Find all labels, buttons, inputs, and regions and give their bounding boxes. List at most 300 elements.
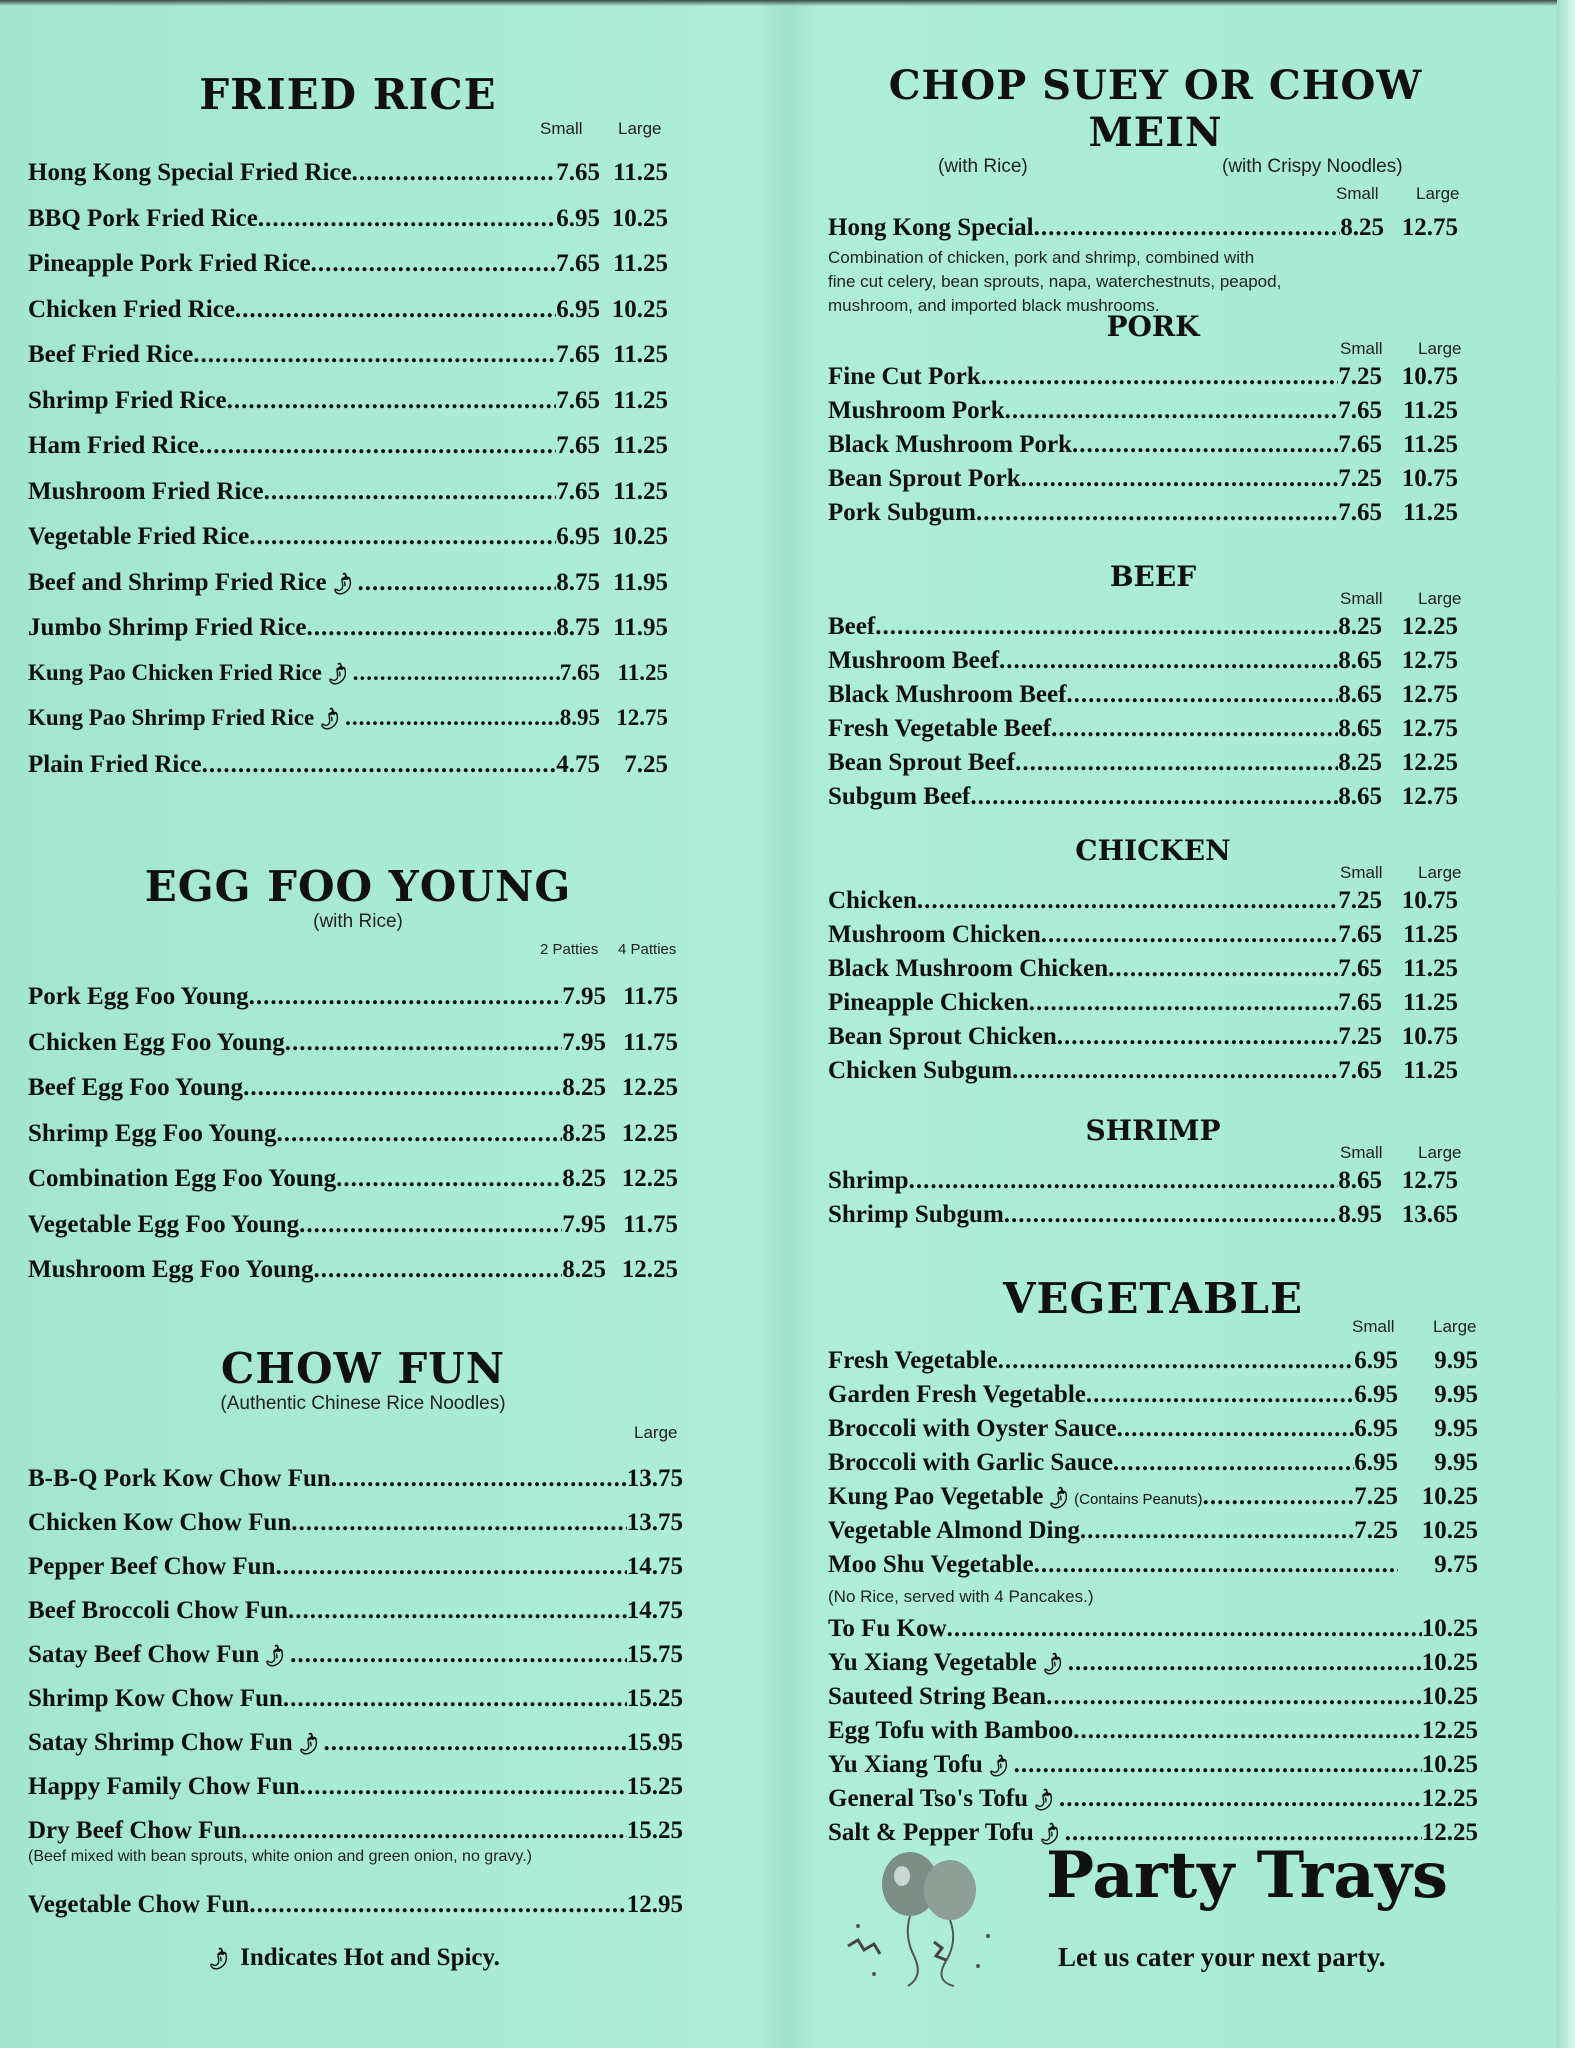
menu-item [828, 955, 1458, 989]
chop-suey-section [828, 62, 1483, 318]
item-name: Beef Egg Foo Young [28, 1074, 244, 1101]
vegetable-section [828, 1274, 1483, 1853]
price-large: 12.75 [1401, 647, 1458, 674]
price-small: 8.25 [562, 1074, 606, 1101]
chili-pepper-icon: 🌶 [259, 1642, 290, 1670]
col-small-label: Small [1336, 184, 1379, 203]
price-large: 12.25 [1401, 749, 1458, 776]
menu-item [28, 250, 668, 296]
item-description: (Beef mixed with bean sprouts, white onion and green onion, no gravy.) [28, 1848, 532, 1865]
menu-item [28, 1729, 683, 1773]
section-note: (Authentic Chinese Rice Noodles) [220, 1393, 506, 1414]
item-name: To Fu Kow [828, 1615, 947, 1642]
pork-list [828, 363, 1483, 533]
menu-item [828, 1201, 1458, 1235]
menu-item [28, 1817, 683, 1844]
price-large: 11.95 [613, 568, 668, 596]
item-name: BBQ Pork Fried Rice [28, 204, 258, 232]
price-large: 12.75 [1401, 783, 1458, 810]
item-name: Satay Shrimp Chow Fun [28, 1729, 293, 1756]
chili-pepper-icon: 🌶 [983, 1752, 1013, 1780]
price-large: 12.75 [1401, 681, 1458, 708]
menu-item [28, 1120, 678, 1166]
col-small-label: Small [540, 119, 583, 138]
price-large: 11.25 [613, 432, 668, 459]
price-large: 10.25 [611, 295, 668, 323]
price-large: 11.25 [613, 250, 668, 277]
item-name: Vegetable Fried Rice [28, 523, 250, 550]
price-small: 7.65 [556, 250, 600, 277]
menu-item [28, 296, 668, 342]
price-large: 12.75 [1401, 214, 1458, 241]
price-large: 10.25 [1421, 1483, 1478, 1510]
item-name: Pork Subgum [828, 499, 976, 526]
price-small: 7.25 [1338, 363, 1382, 390]
price-small: 6.95 [556, 295, 600, 323]
item-name: Dry Beef Chow Fun [28, 1817, 242, 1844]
price-large: 11.75 [623, 1210, 678, 1238]
price-small: 8.65 [1338, 647, 1382, 674]
item-name: Pepper Beef Chow Fun [28, 1553, 276, 1580]
item-name: Fine Cut Pork [828, 363, 981, 390]
col-small-label: Small [1340, 1143, 1383, 1162]
price-header [828, 1317, 1478, 1341]
price-small: 6.95 [556, 204, 600, 232]
item-name: Black Mushroom Beef [828, 681, 1067, 708]
price: 14.75 [626, 1553, 683, 1580]
item-name: Chicken Egg Foo Young [28, 1028, 285, 1056]
spicy-legend [203, 1944, 500, 1972]
price: 14.75 [626, 1597, 683, 1624]
menu-item [28, 1465, 683, 1509]
price-small: 7.65 [556, 477, 600, 505]
menu-item [28, 1773, 683, 1817]
menu-item [28, 1165, 678, 1211]
price-small: 4.75 [556, 750, 600, 778]
legend-text: Indicates Hot and Spicy. [240, 1944, 500, 1971]
item-name: Beef Broccoli Chow Fun [28, 1597, 288, 1624]
price-small: 7.25 [1354, 1517, 1398, 1544]
price-small: 7.65 [556, 341, 600, 368]
price-large: 9.95 [1434, 1449, 1478, 1476]
section-title: CHOW FUN [220, 1344, 506, 1393]
col-large-label: Large [1418, 589, 1462, 608]
beef-section [828, 560, 1483, 817]
price-small: 8.95 [559, 705, 600, 730]
section-title: CHICKEN [1075, 834, 1231, 867]
price-large: 11.25 [1403, 1057, 1458, 1084]
item-note: (Contains Peanuts) [1074, 1491, 1203, 1508]
price-small: 6.95 [556, 523, 600, 550]
egg-foo-young-list [28, 983, 688, 1302]
menu-item [828, 1649, 1478, 1683]
menu-item [28, 478, 668, 524]
fried-rice-section [28, 70, 688, 796]
price-header [828, 339, 1478, 363]
chili-pepper-icon: 🌶 [322, 659, 352, 688]
item-name: Shrimp Subgum [828, 1201, 1004, 1228]
menu-item [828, 397, 1458, 431]
menu-item [28, 1509, 683, 1553]
menu-item [828, 989, 1458, 1023]
price-small: 7.65 [1338, 1057, 1382, 1084]
price-small: 6.95 [1354, 1347, 1398, 1374]
party-trays-title: Party Trays [1046, 1838, 1448, 1913]
balloons-icon [838, 1846, 998, 1996]
menu-item [828, 431, 1458, 465]
price-header [828, 184, 1483, 208]
item-name: Egg Tofu with Bamboo [828, 1717, 1074, 1744]
menu-item [828, 1023, 1458, 1057]
price-small: 7.25 [1354, 1483, 1398, 1510]
menu-item [28, 1597, 683, 1641]
item-name: Salt & Pepper Tofu [828, 1819, 1034, 1846]
price-large: 13.65 [1401, 1201, 1458, 1228]
item-name: Vegetable Chow Fun [28, 1891, 250, 1918]
note-with-rice: (with Rice) [938, 156, 1028, 177]
item-name: Chicken Fried Rice [28, 295, 235, 323]
item-name: Beef and Shrimp Fried Rice [28, 568, 327, 596]
chili-pepper-icon: 🌶 [1028, 1786, 1058, 1814]
col-large-label: Large [1418, 1143, 1462, 1162]
menu-item [828, 1347, 1478, 1381]
col-large-label: 4 Patties [618, 941, 677, 958]
menu-item [28, 1641, 683, 1685]
price: 15.25 [626, 1685, 683, 1712]
price-large: 12.25 [621, 1256, 678, 1283]
price-small: 8.95 [1338, 1201, 1382, 1228]
price-large: 10.75 [1401, 465, 1458, 492]
item-name: Chicken Kow Chow Fun [28, 1509, 292, 1536]
item-name: Mushroom Fried Rice [28, 477, 264, 505]
menu-item [28, 1074, 678, 1120]
menu-item [828, 363, 1458, 397]
price: 12.25 [1421, 1819, 1478, 1846]
price-large: 10.25 [611, 204, 668, 232]
menu-item [28, 751, 668, 797]
item-name: Fresh Vegetable [828, 1347, 998, 1374]
price-small: 7.65 [556, 432, 600, 459]
price-small: 8.65 [1338, 681, 1382, 708]
menu-item [28, 523, 668, 569]
price: 12.25 [1421, 1717, 1478, 1744]
price-large: 12.25 [621, 1165, 678, 1192]
price: 15.75 [626, 1641, 683, 1668]
menu-item [828, 749, 1458, 783]
fried-rice-list [28, 159, 688, 796]
section-title: CHOP SUEY OR CHOW MEIN [888, 62, 1423, 156]
item-name: Mushroom Chicken [828, 921, 1041, 948]
price-small: 7.65 [559, 659, 600, 685]
pork-section [828, 310, 1483, 533]
price-large: 11.25 [1403, 955, 1458, 982]
item-name: Hong Kong Special [828, 214, 1034, 241]
item-name: Combination Egg Foo Young [28, 1165, 337, 1192]
price-large: 11.25 [1403, 921, 1458, 948]
chicken-list [828, 887, 1483, 1091]
price: 10.25 [1421, 1649, 1478, 1676]
item-name: Kung Pao Vegetable [828, 1483, 1044, 1510]
price: 10.25 [1421, 1751, 1478, 1778]
chow-fun-list [28, 1465, 688, 1935]
menu-item [28, 387, 668, 433]
chicken-section [828, 834, 1483, 1091]
menu-item [828, 465, 1458, 499]
col-small-label: Small [1340, 339, 1383, 358]
price: 15.95 [626, 1729, 683, 1756]
col-large-label: Large [634, 1423, 678, 1442]
item-name: Hong Kong Special Fried Rice [28, 159, 352, 186]
price-large: 10.25 [611, 523, 668, 550]
price-large: 11.25 [613, 159, 668, 186]
col-small-label: 2 Patties [540, 941, 599, 958]
item-name: Fresh Vegetable Beef [828, 715, 1052, 742]
price-header [828, 863, 1478, 887]
price-small: 8.25 [1338, 613, 1382, 640]
item-name: Jumbo Shrimp Fried Rice [28, 614, 307, 641]
price-large: 11.25 [1403, 431, 1458, 458]
chili-pepper-icon: 🌶 [1037, 1650, 1067, 1678]
chili-pepper-icon: 🌶 [327, 569, 357, 598]
item-name: Pork Egg Foo Young [28, 983, 249, 1010]
price-large: 10.75 [1401, 1023, 1458, 1050]
price-small: 7.95 [562, 1028, 606, 1056]
menu-item [828, 1615, 1478, 1649]
item-name: Chicken Subgum [828, 1057, 1013, 1084]
vegetable-list [828, 1347, 1483, 1853]
price-small: 8.75 [556, 614, 600, 641]
price-small: 7.65 [1338, 397, 1382, 424]
item-name: Mushroom Pork [828, 397, 1005, 424]
item-name: Chicken [828, 887, 917, 914]
section-title: BEEF [1109, 560, 1197, 593]
top-shadow [0, 0, 1575, 6]
price: 13.75 [626, 1465, 683, 1492]
col-large-label: Large [1418, 863, 1462, 882]
item-name: Bean Sprout Chicken [828, 1023, 1057, 1050]
item-name: B-B-Q Pork Kow Chow Fun [28, 1465, 331, 1492]
beef-list [828, 613, 1483, 817]
section-notes [828, 156, 1483, 180]
price-large: 7.25 [624, 750, 668, 778]
price-small: 6.95 [1354, 1381, 1398, 1408]
price: 10.25 [1421, 1683, 1478, 1710]
menu-item [28, 1029, 678, 1075]
price-large: 12.25 [621, 1119, 678, 1147]
col-large-label: Large [1433, 1317, 1477, 1336]
menu-item [28, 614, 668, 660]
price-small: 7.65 [1338, 499, 1382, 526]
menu-item [828, 921, 1458, 955]
item-name: Yu Xiang Tofu [828, 1751, 983, 1778]
item-name: Pineapple Chicken [828, 989, 1029, 1016]
price-small: 7.25 [1338, 465, 1382, 492]
menu-item [828, 1551, 1478, 1585]
item-name: Moo Shu Vegetable [828, 1551, 1034, 1578]
shrimp-list [828, 1167, 1483, 1235]
menu-item [28, 660, 668, 706]
item-name: Pineapple Pork Fried Rice [28, 250, 311, 277]
section-title: FRIED RICE [199, 70, 497, 119]
item-name: Bean Sprout Beef [828, 749, 1016, 776]
chili-pepper-icon: 🌶 [1043, 1484, 1074, 1512]
menu-item [828, 681, 1458, 715]
menu-item [828, 1167, 1458, 1201]
item-name: Subgum Beef [828, 783, 971, 810]
price-small: 7.95 [562, 1210, 606, 1238]
price-small: 8.65 [1338, 1167, 1382, 1194]
price-small: 8.25 [1340, 214, 1384, 241]
item-name: Black Mushroom Chicken [828, 955, 1109, 982]
price-large: 9.75 [1434, 1551, 1478, 1578]
price-large: 11.75 [623, 983, 678, 1010]
price-large: 12.75 [616, 705, 668, 730]
chili-pepper-icon: 🌶 [1034, 1820, 1064, 1848]
price-large: 11.25 [1403, 499, 1458, 526]
item-description: Combination of chicken, pork and shrimp, combined with fine cut celery, bean sprouts, napa, waterchestnuts, peapod, mushroom, and imported black mushrooms. [828, 248, 1282, 315]
item-name: Sauteed String Bean [828, 1683, 1047, 1710]
price-small: 7.65 [1338, 955, 1382, 982]
price-small: 7.65 [556, 159, 600, 186]
price-small: 7.25 [1338, 887, 1382, 914]
menu-item [828, 1415, 1478, 1449]
menu-item [28, 1685, 683, 1729]
item-name: General Tso's Tofu [828, 1785, 1029, 1812]
price-header [28, 119, 668, 143]
item-name: Kung Pao Shrimp Fried Rice [28, 705, 315, 730]
menu-item [828, 214, 1458, 242]
item-name: Shrimp Kow Chow Fun [28, 1685, 283, 1712]
price-header [28, 1423, 698, 1447]
menu-item [28, 1891, 683, 1935]
price-header [828, 589, 1478, 613]
price-small: 8.25 [1338, 749, 1382, 776]
price-small: 7.25 [1338, 1023, 1382, 1050]
item-name: Vegetable Almond Ding [828, 1517, 1080, 1544]
menu-item [828, 715, 1458, 749]
price-small: 8.65 [1338, 783, 1382, 810]
menu-item [28, 569, 668, 615]
price-header [828, 1143, 1478, 1167]
price-small: 6.95 [1354, 1415, 1398, 1442]
section-note: (with Rice) [313, 911, 403, 932]
section-title: SHRIMP [1085, 1114, 1221, 1147]
price-large: 10.25 [1421, 1517, 1478, 1544]
col-large-label: Large [618, 119, 662, 138]
item-name: Beef Fried Rice [28, 341, 194, 368]
item-name: Broccoli with Garlic Sauce [828, 1449, 1113, 1476]
price-large: 11.25 [613, 477, 668, 505]
menu-item [28, 983, 678, 1029]
price-large: 11.95 [613, 614, 668, 641]
menu-item [828, 1057, 1458, 1091]
menu-item [828, 1683, 1478, 1717]
chow-fun-section [28, 1344, 688, 1935]
menu-item [828, 613, 1458, 647]
col-large-label: Large [1416, 184, 1460, 203]
item-name: Yu Xiang Vegetable [828, 1649, 1037, 1676]
chili-pepper-icon: 🌶 [203, 1945, 233, 1973]
chili-pepper-icon: 🌶 [314, 705, 345, 733]
price: 12.25 [1421, 1785, 1478, 1812]
menu-item [828, 887, 1458, 921]
price-small: 7.95 [562, 983, 606, 1010]
page-edge [1557, 0, 1575, 2048]
price: 12.95 [626, 1891, 683, 1918]
item-name: Garden Fresh Vegetable [828, 1381, 1086, 1408]
price-large: 9.95 [1434, 1415, 1478, 1442]
item-name: Plain Fried Rice [28, 750, 202, 778]
item-name: Mushroom Egg Foo Young [28, 1256, 314, 1283]
section-title: PORK [1106, 310, 1200, 343]
price-small: 8.25 [562, 1165, 606, 1192]
item-name: Shrimp Egg Foo Young [28, 1119, 277, 1147]
menu-item [828, 1751, 1478, 1785]
price-small: 7.65 [1338, 431, 1382, 458]
price-large: 12.75 [1401, 715, 1458, 742]
menu-item [28, 159, 668, 205]
party-tagline: Let us cater your next party. [1058, 1942, 1386, 1972]
col-large-label: Large [1418, 339, 1462, 358]
menu-item [828, 1517, 1478, 1551]
section-title: VEGETABLE [1002, 1274, 1304, 1323]
price-large: 12.75 [1401, 1167, 1458, 1194]
price-large: 11.25 [613, 386, 668, 414]
item-name: Mushroom Beef [828, 647, 1000, 674]
price-small: 8.65 [1338, 715, 1382, 742]
price-small: 7.65 [1338, 989, 1382, 1016]
menu-item [28, 1553, 683, 1597]
item-name: Vegetable Egg Foo Young [28, 1210, 300, 1238]
item-name: Happy Family Chow Fun [28, 1773, 300, 1800]
price-large: 9.95 [1434, 1381, 1478, 1408]
egg-foo-young-section [28, 862, 688, 1302]
item-note: (No Rice, served with 4 Pancakes.) [828, 1587, 1094, 1606]
price-small: 8.75 [556, 568, 600, 596]
menu-item [828, 1449, 1478, 1483]
note-crispy-noodles: (with Crispy Noodles) [1222, 156, 1403, 177]
price-large: 11.25 [613, 341, 668, 368]
menu-item [28, 1256, 678, 1302]
col-small-label: Small [1340, 589, 1383, 608]
section-title: EGG FOO YOUNG [144, 862, 572, 911]
price-large: 10.75 [1401, 887, 1458, 914]
menu-item [28, 705, 668, 751]
price: 15.25 [626, 1817, 683, 1844]
price-small: 6.95 [1354, 1449, 1398, 1476]
price-large: 11.25 [1403, 989, 1458, 1016]
chili-pepper-icon: 🌶 [293, 1730, 323, 1758]
menu-item [828, 783, 1458, 817]
menu-item [28, 1211, 678, 1257]
item-name: Bean Sprout Pork [828, 465, 1021, 492]
item-name: Shrimp [828, 1167, 909, 1194]
price: 13.75 [626, 1509, 683, 1536]
price-large: 9.95 [1434, 1347, 1478, 1374]
price: 10.25 [1421, 1615, 1478, 1642]
menu-item [828, 1483, 1478, 1517]
item-name: Satay Beef Chow Fun [28, 1641, 260, 1668]
menu-item [28, 432, 668, 478]
item-name: Kung Pao Chicken Fried Rice [28, 659, 322, 685]
item-name: Broccoli with Oyster Sauce [828, 1415, 1117, 1442]
menu-item [828, 647, 1458, 681]
price-small: 8.25 [562, 1119, 606, 1147]
menu-item [828, 1785, 1478, 1819]
price-header [28, 941, 688, 965]
menu-item [828, 499, 1458, 533]
price-large: 12.25 [621, 1074, 678, 1101]
